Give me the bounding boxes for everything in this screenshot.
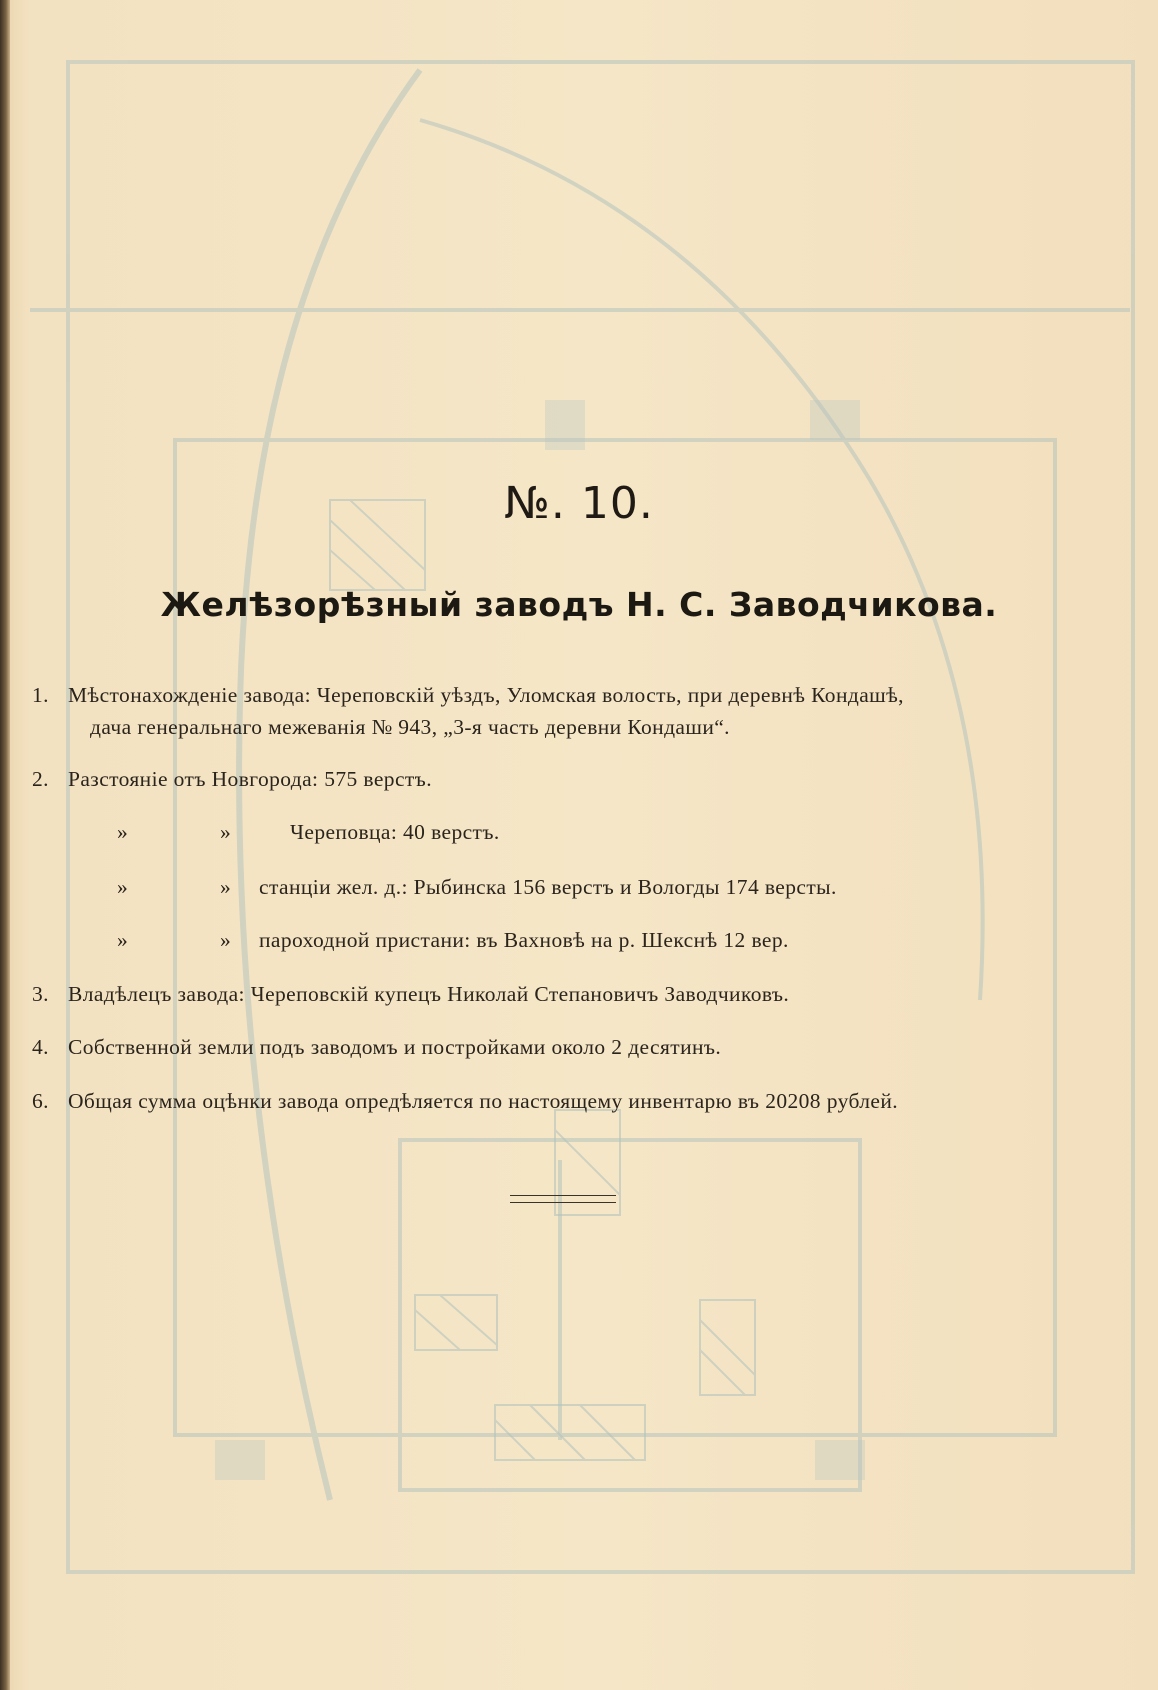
double-rule-divider	[510, 1195, 616, 1203]
ditto-mark: »	[220, 820, 232, 844]
list-item	[32, 764, 432, 794]
item-continuation: дача генеральнаго межеванія № 943, „3-я часть деревни Кондаши“.	[90, 715, 730, 739]
ditto-mark: »	[117, 820, 129, 844]
item-text: Собственной земли подъ заводомъ и постройками около 2 десятинъ.	[68, 1035, 722, 1059]
item-text: Разстояніе отъ Новгорода: 575 верстъ.	[68, 767, 432, 791]
list-item	[32, 979, 789, 1009]
item-number: 1.	[32, 683, 49, 707]
item-text: пароходной пристани: въ Вахновѣ на р. Шекснѣ 12 вер.	[259, 928, 789, 952]
item-number: 4.	[32, 1035, 49, 1059]
ditto-mark: »	[220, 928, 232, 952]
item-text: Общая сумма оцѣнки завода опредѣляется по настоящему инвентарю въ 20208 рублей.	[68, 1089, 899, 1113]
ditto-mark: »	[220, 875, 232, 899]
item-text: Череповца: 40 верстъ.	[290, 820, 500, 844]
factory-title: Желѣзорѣзный заводъ Н. С. Заводчикова.	[160, 585, 998, 624]
ditto-mark: »	[117, 928, 129, 952]
item-text: Владѣлецъ завода: Череповскій купецъ Николай Степановичъ Заводчиковъ.	[68, 982, 790, 1006]
list-item	[32, 1086, 898, 1116]
item-number: 3.	[32, 982, 49, 1006]
document-number: №. 10.	[504, 478, 654, 529]
ditto-mark: »	[117, 875, 129, 899]
list-item	[32, 680, 904, 710]
list-item	[32, 1032, 721, 1062]
item-text: Мѣстонахожденіе завода: Череповскій уѣздъ, Уломская волость, при деревнѣ Кондашѣ,	[68, 683, 904, 707]
item-number: 2.	[32, 767, 49, 791]
item-text: станціи жел. д.: Рыбинска 156 верстъ и Вологды 174 версты.	[259, 875, 837, 899]
item-number: 6.	[32, 1089, 49, 1113]
